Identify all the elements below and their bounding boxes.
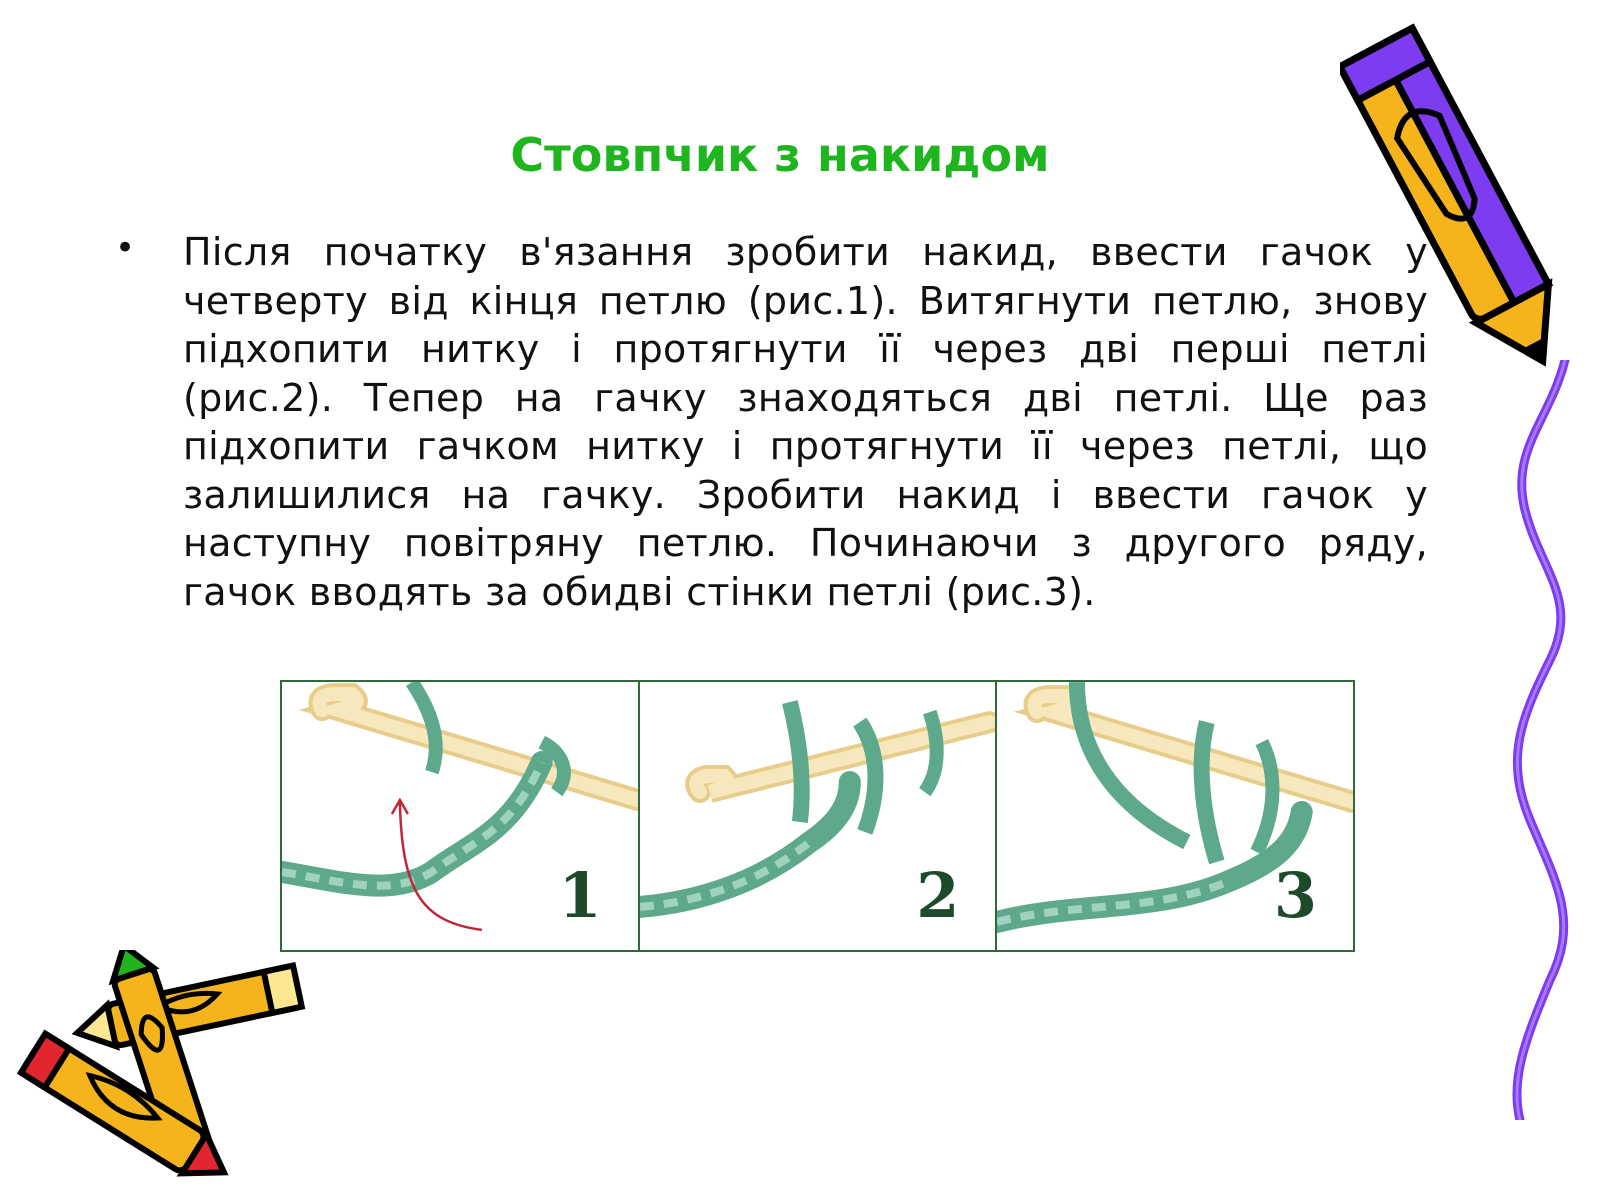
- pencil-icon: [1340, 8, 1570, 388]
- panel-number: 3: [1273, 859, 1318, 932]
- body-paragraph: Після початку в'язання зробити накид, ввести гачок у четверту від кінця петлю (рис.1). Витягнути петлю, знову підхопити нитку і протягнути її через дві перші петлі (рис.2). Тепер на гачку знаходяться дві петлі. Ще раз підхопити гачком нитку і протягнути її через петлі, що залишилися на гачку. Зробити накид і ввести гачок у наступну повітряну петлю. Починаючи з другого ряду, гачок вводять за обидві стінки петлі (рис.3).: [183, 230, 1428, 614]
- ribbon-decoration: [1490, 360, 1590, 1120]
- bullet-marker: •: [115, 228, 136, 268]
- page-title: Стовпчик з накидом: [510, 128, 1050, 182]
- panel-number: 2: [916, 859, 960, 932]
- panel-number: 1: [558, 859, 602, 932]
- figure-panel-2: [640, 682, 998, 950]
- crochet-figure: [280, 680, 1355, 952]
- crayon-icon: [0, 950, 320, 1180]
- figure-panel-3: [997, 682, 1353, 950]
- figure-panel-1: [282, 682, 640, 950]
